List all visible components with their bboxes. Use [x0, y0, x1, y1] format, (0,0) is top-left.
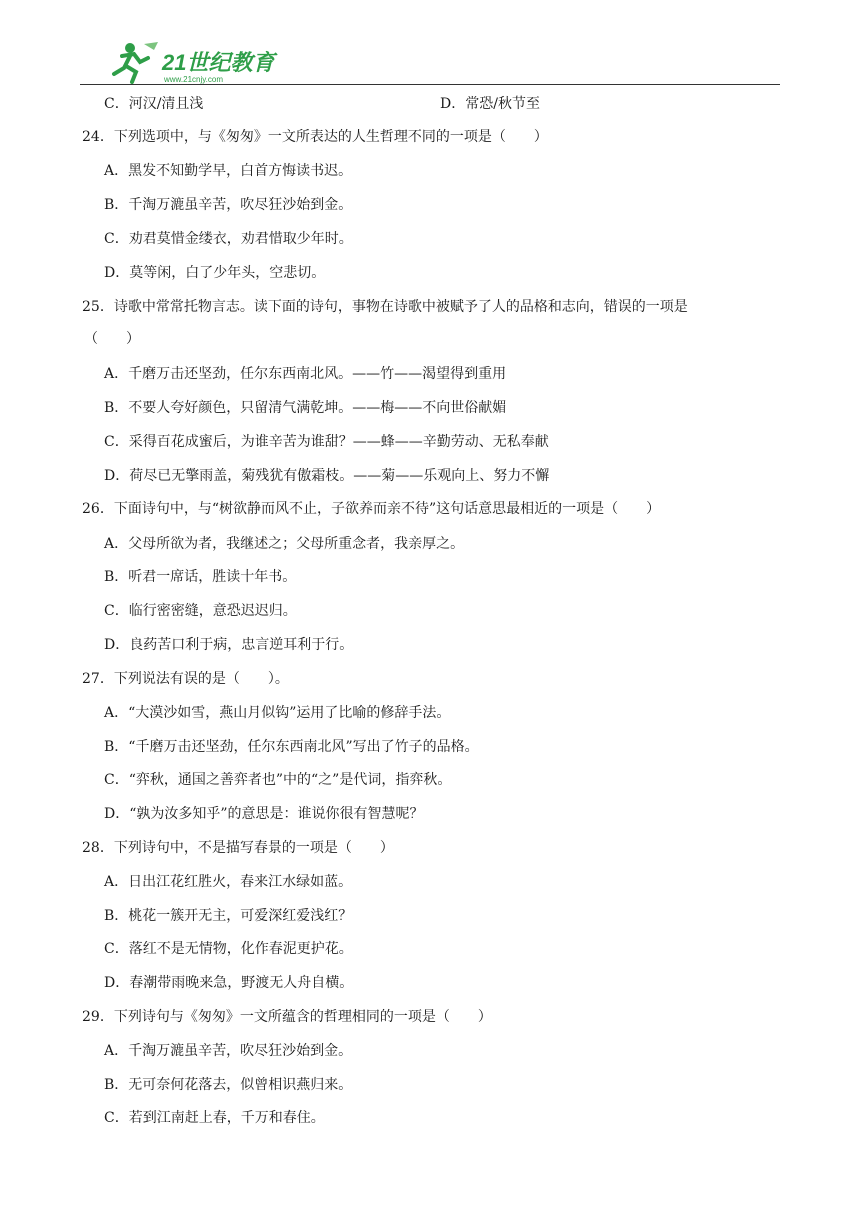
- question-26-option-b: B．听君一席话，胜读十年书。: [104, 569, 297, 585]
- question-27-option-b: B．“千磨万击还坚劲，任尔东西南北风”写出了竹子的品格。: [104, 739, 479, 755]
- question-28-option-c: C．落红不是无情物，化作春泥更护花。: [104, 941, 353, 957]
- question-25-stem-continuation: （ ）: [84, 331, 140, 347]
- question-27-option-c: C．“弈秋，通国之善弈者也”中的“之”是代词，指弈秋。: [104, 772, 452, 788]
- question-29-option-a: A．千淘万漉虽辛苦，吹尽狂沙始到金。: [104, 1043, 353, 1059]
- question-26-option-d: D．良药苦口利于病，忠言逆耳利于行。: [104, 637, 354, 653]
- question-26-option-a: A．父母所欲为者，我继述之；父母所重念者，我亲厚之。: [104, 536, 465, 552]
- header-divider: [80, 84, 780, 85]
- logo-url-text: www.21cnjy.com: [164, 75, 223, 84]
- question-24-stem: 24．下列选项中，与《匆匆》一文所表达的人生哲理不同的一项是（ ）: [82, 129, 548, 145]
- question-24-option-d: D．莫等闲，白了少年头，空悲切。: [104, 265, 326, 281]
- question-28-option-a: A．日出江花红胜火，春来江水绿如蓝。: [104, 874, 353, 890]
- question-27-option-a: A．“大漠沙如雪，燕山月似钩”运用了比喻的修辞手法。: [104, 705, 451, 721]
- logo-text: 21世纪教育: [162, 50, 275, 75]
- question-24-option-a: A．黑发不知勤学早，白首方悔读书迟。: [104, 163, 353, 179]
- question-28-option-b: B．桃花一簇开无主，可爱深红爱浅红？: [104, 908, 353, 924]
- question-25-stem: 25．诗歌中常常托物言志。读下面的诗句，事物在诗歌中被赋予了人的品格和志向，错误的一项是: [82, 299, 688, 315]
- question-28-stem: 28．下列诗句中，不是描写春景的一项是（ ）: [82, 840, 394, 856]
- question-27-stem: 27．下列说法有误的是（ ）。: [82, 671, 289, 687]
- question-25-option-c: C．采得百花成蜜后，为谁辛苦为谁甜？——蜂——辛勤劳动、无私奉献: [104, 434, 549, 450]
- question-24-option-b: B．千淘万漉虽辛苦，吹尽狂沙始到金。: [104, 197, 353, 213]
- question-25-option-b: B．不要人夸好颜色，只留清气满乾坤。——梅——不向世俗献媚: [104, 400, 507, 416]
- question-26-option-c: C．临行密密缝，意恐迟迟归。: [104, 603, 297, 619]
- prev-option-c: C．河汉/清且浅: [104, 96, 204, 112]
- question-29-stem: 29．下列诗句与《匆匆》一文所蕴含的哲理相同的一项是（ ）: [82, 1009, 492, 1025]
- question-24-option-c: C．劝君莫惜金缕衣，劝君惜取少年时。: [104, 231, 353, 247]
- question-27-option-d: D．“孰为汝多知乎”的意思是：谁说你很有智慧呢？: [104, 806, 424, 822]
- runner-logo-icon: [114, 42, 158, 82]
- prev-option-d: D．常恐/秋节至: [440, 96, 540, 112]
- question-25-option-d: D．荷尽已无擎雨盖，菊残犹有傲霜枝。——菊——乐观向上、努力不懈: [104, 468, 550, 484]
- logo: [100, 38, 280, 86]
- question-29-option-b: B．无可奈何花落去，似曾相识燕归来。: [104, 1077, 353, 1093]
- question-29-option-c: C．若到江南赶上春，千万和春住。: [104, 1110, 325, 1126]
- question-26-stem: 26．下面诗句中，与“树欲静而风不止，子欲养而亲不待”这句话意思最相近的一项是（ ）: [82, 501, 661, 517]
- question-25-option-a: A．千磨万击还坚劲，任尔东西南北风。——竹——渴望得到重用: [104, 366, 507, 382]
- page-header: [100, 38, 780, 88]
- question-28-option-d: D．春潮带雨晚来急，野渡无人舟自横。: [104, 975, 354, 991]
